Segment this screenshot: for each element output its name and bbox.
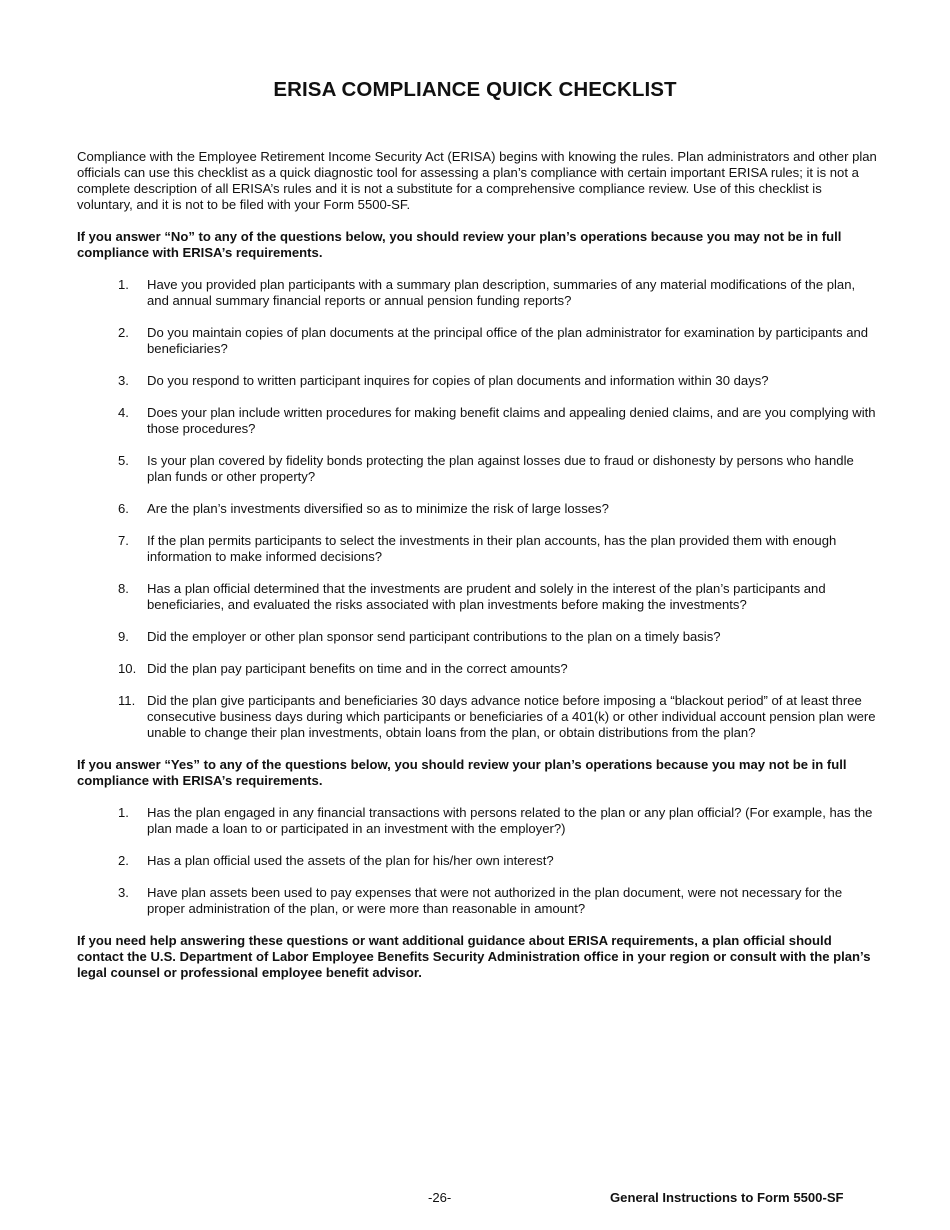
list-item (77, 533, 877, 565)
item-number: 2. (118, 853, 129, 868)
list-item (77, 853, 877, 869)
item-text: Has a plan official determined that the investments are prudent and solely in the interest of the plan’s participants and beneficiaries, and evaluated the risks associated with plan investments before making the investments? (147, 581, 826, 612)
item-number: 9. (118, 629, 129, 644)
item-text: Has a plan official used the assets of the plan for his/her own interest? (147, 853, 554, 868)
list-item (77, 661, 877, 677)
list-item (77, 373, 877, 389)
item-text: Did the employer or other plan sponsor send participant contributions to the plan on a timely basis? (147, 629, 721, 644)
list-item (77, 693, 877, 741)
list-item (77, 453, 877, 485)
item-text: Has the plan engaged in any financial transactions with persons related to the plan or any plan official? (For example, has the plan made a loan to or participated in an investment with the employer?) (147, 805, 873, 836)
item-text: Are the plan’s investments diversified so as to minimize the risk of large losses? (147, 501, 609, 516)
intro-paragraph: Compliance with the Employee Retirement Income Security Act (ERISA) begins with knowing the rules. Plan administrators and other plan officials can use this checklist as a quick diagnostic tool for assessing a plan’s compliance with certain important ERISA rules; it is not a complete description of all ERISA’s rules and it is not a substitute for a comprehensive compliance review. Use of this checklist is voluntary, and it is not to be filed with your Form 5500-SF. (77, 149, 877, 212)
item-number: 6. (118, 501, 129, 516)
list-item (77, 581, 877, 613)
closing-paragraph: If you need help answering these questions or want additional guidance about ERISA requirements, a plan official should contact the U.S. Department of Labor Employee Benefits Security Administration office in your region or consult with the plan’s legal counsel or professional employee benefit advisor. (77, 933, 871, 980)
list-item (77, 501, 877, 517)
item-number: 2. (118, 325, 129, 340)
yes-section-heading: If you answer “Yes” to any of the questions below, you should review your plan’s operations because you may not be in full compliance with ERISA’s requirements. (77, 757, 847, 788)
list-item (77, 325, 877, 357)
item-text: Do you respond to written participant inquires for copies of plan documents and information within 30 days? (147, 373, 769, 388)
item-text: Do you maintain copies of plan documents at the principal office of the plan administrator for examination by participants and beneficiaries? (147, 325, 869, 356)
list-item (77, 885, 877, 917)
page-content (77, 149, 877, 997)
list-item (77, 405, 877, 437)
item-text: If the plan permits participants to select the investments in their plan accounts, has the plan provided them with enough information to make informed decisions? (147, 533, 837, 564)
item-number: 8. (118, 581, 129, 596)
item-number: 3. (118, 373, 129, 388)
item-number: 7. (118, 533, 129, 548)
page-title: ERISA COMPLIANCE QUICK CHECKLIST (273, 78, 677, 101)
item-number: 5. (118, 453, 129, 468)
page-number: -26- (428, 1190, 452, 1205)
item-number: 3. (118, 885, 129, 900)
item-number: 1. (118, 277, 129, 292)
no-questions-list (77, 277, 877, 741)
item-text: Did the plan pay participant benefits on time and in the correct amounts? (147, 661, 568, 676)
item-number: 10. (118, 661, 137, 676)
list-item (77, 277, 877, 309)
list-item (77, 629, 877, 645)
item-text: Have plan assets been used to pay expenses that were not authorized in the plan document, were not necessary for the proper administration of the plan, or were more than reasonable in amount? (147, 885, 843, 916)
yes-questions-list (77, 805, 877, 917)
item-text: Is your plan covered by fidelity bonds protecting the plan against losses due to fraud or dishonesty by persons who handle plan funds or other property? (147, 453, 854, 484)
list-item (77, 805, 877, 837)
item-text: Does your plan include written procedures for making benefit claims and appealing denied claims, and are you complying with those procedures? (147, 405, 876, 436)
item-text: Did the plan give participants and beneficiaries 30 days advance notice before imposing a “blackout period” of at least three consecutive business days during which participants or beneficiaries of a 401(k) or other individual account pension plan were unable to change their plan investments, obtain loans from the plan, or obtain distributions from the plan? (147, 693, 876, 740)
item-number: 11. (118, 693, 136, 708)
item-number: 4. (118, 405, 129, 420)
item-number: 1. (118, 805, 129, 820)
no-section-heading: If you answer “No” to any of the questions below, you should review your plan’s operations because you may not be in full compliance with ERISA’s requirements. (77, 229, 842, 260)
footer-document-title: General Instructions to Form 5500-SF (610, 1190, 844, 1205)
item-text: Have you provided plan participants with a summary plan description, summaries of any material modifications of the plan, and annual summary financial reports or annual pension funding reports? (147, 277, 856, 308)
